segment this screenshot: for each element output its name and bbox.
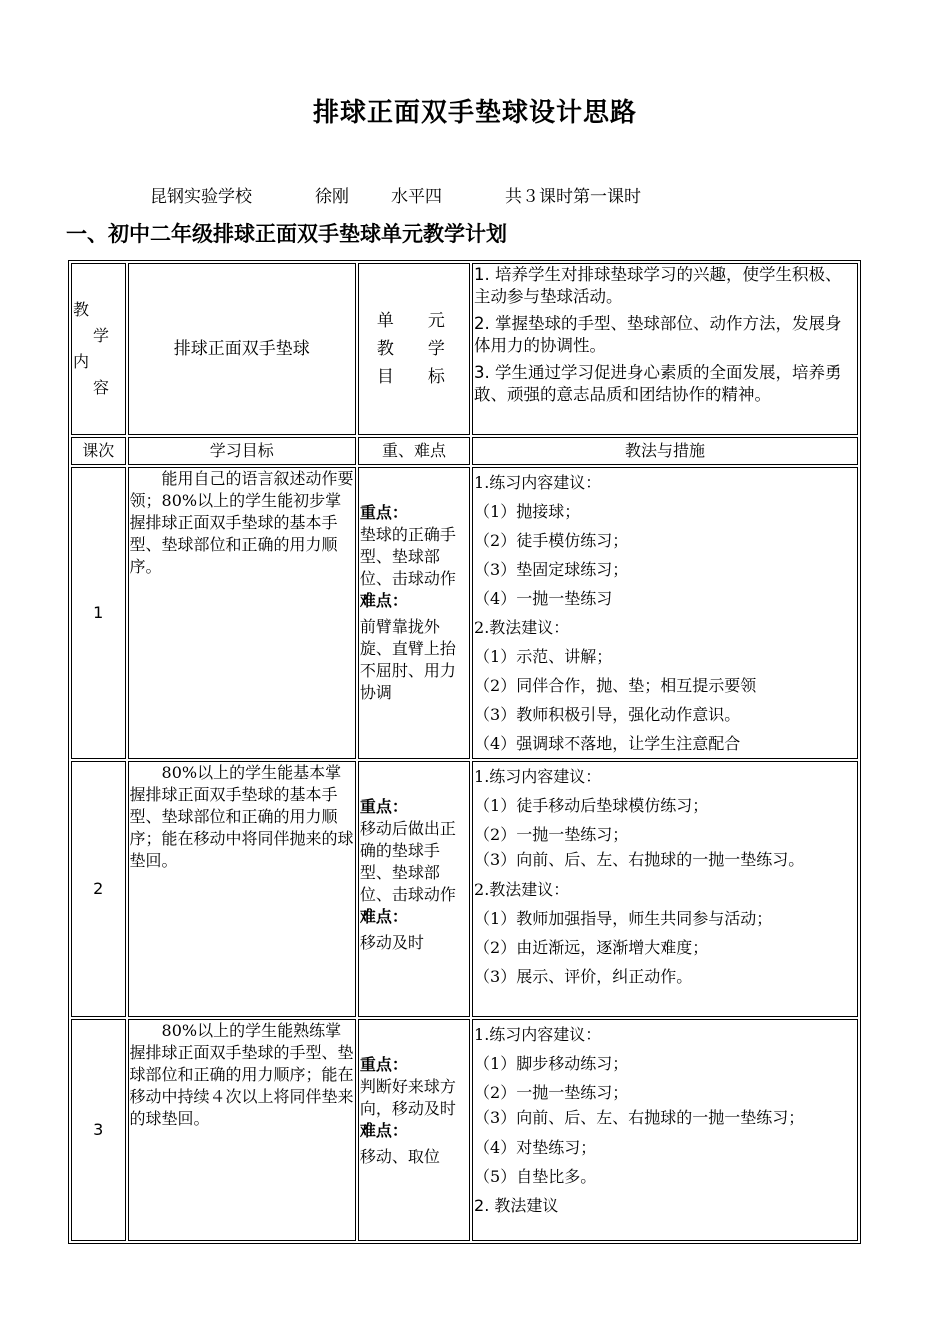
method-item: 2.教法建议： bbox=[474, 880, 570, 899]
header-lesson: 课次 bbox=[71, 437, 126, 465]
method-item: （4）一抛一垫练习 bbox=[474, 589, 613, 608]
header-key-difficulty: 重、难点 bbox=[358, 437, 470, 465]
table-row-unit bbox=[71, 263, 858, 435]
label-char: 容 bbox=[93, 378, 110, 397]
label-char: 内 bbox=[73, 352, 90, 371]
unit-goal-item: 1. 培养学生对排球垫球学习的兴趣，使学生积极、主动参与垫球活动。 bbox=[474, 265, 842, 306]
label-char: 学 bbox=[93, 326, 110, 345]
unit-goal-item: 3. 学生通过学习促进身心素质的全面发展，培养勇敢、顽强的意志品质和团结协作的精神。 bbox=[474, 363, 842, 404]
lesson-number: 1 bbox=[71, 467, 126, 759]
method-item: （2）由近渐远，逐渐增大难度； bbox=[474, 938, 709, 957]
lesson-number: 3 bbox=[71, 1019, 126, 1241]
meta-school: 昆钢实验学校 bbox=[150, 187, 252, 207]
method-item: 1.练习内容建议： bbox=[474, 1025, 602, 1044]
difficulty-text: 前臂靠拢外旋、直臂上抬不屈肘、用力协调 bbox=[359, 617, 456, 702]
method-item: （3）向前、后、左、右抛球的一抛一垫练习。 bbox=[474, 850, 805, 869]
method-item: （2）一抛一垫练习； bbox=[474, 1083, 629, 1102]
table-row-lesson-2 bbox=[71, 761, 858, 1017]
lesson-goal: 80%以上的学生能熟练掌握排球正面双手垫球的手型、垫球部位和正确的用力顺序；能在移动中持续４次以上将同伴垫来的球垫回。 bbox=[128, 1019, 356, 1241]
label-line: 单 元 bbox=[376, 311, 445, 331]
difficulty-text: 移动及时 bbox=[359, 933, 424, 952]
lesson-goal: 80%以上的学生能基本掌握排球正面双手垫球的基本手型、垫球部位和正确的用力顺序；能在移动中将同伴抛来的球垫回。 bbox=[128, 761, 356, 1017]
method-item: （3）展示、评价，纠正动作。 bbox=[474, 967, 693, 986]
lesson-key-difficulty bbox=[358, 1019, 470, 1241]
label-line: 目 标 bbox=[376, 367, 445, 387]
method-item: （2）徒手模仿练习； bbox=[474, 531, 629, 550]
lesson-number: 2 bbox=[71, 761, 126, 1017]
method-item: （4）强调球不落地，让学生注意配合 bbox=[474, 734, 741, 753]
lesson-goal: 能用自己的语言叙述动作要领；80%以上的学生能初步掌握排球正面双手垫球的基本手型、垫球部位和正确的用力顺序。 bbox=[128, 467, 356, 759]
lesson-key-difficulty bbox=[358, 761, 470, 1017]
unit-goal-item: 2. 掌握垫球的手型、垫球部位、动作方法，发展身体用力的协调性。 bbox=[474, 314, 842, 355]
difficulty-label: 难点： bbox=[359, 591, 408, 610]
teaching-content-label bbox=[71, 263, 126, 435]
section-heading: 一、初中二年级排球正面双手垫球单元教学计划 bbox=[66, 222, 507, 246]
difficulty-text: 移动、取位 bbox=[359, 1147, 440, 1166]
label-char: 教 bbox=[73, 300, 90, 319]
table-row-lesson-3 bbox=[71, 1019, 858, 1241]
key-text: 判断好来球方向，移动及时 bbox=[359, 1077, 456, 1118]
label-line: 教 学 bbox=[376, 339, 445, 359]
method-item: 2. 教法建议 bbox=[474, 1196, 559, 1215]
document-title: 排球正面双手垫球设计思路 bbox=[312, 98, 637, 128]
method-item: （2）一抛一垫练习； bbox=[474, 825, 629, 844]
header-goal: 学习目标 bbox=[128, 437, 356, 465]
key-label: 重点： bbox=[359, 797, 408, 816]
method-item: （1）教师加强指导，师生共同参与活动； bbox=[474, 909, 773, 928]
header-methods: 教法与措施 bbox=[472, 437, 858, 465]
key-label: 重点： bbox=[359, 503, 408, 522]
method-item: （3）垫固定球练习； bbox=[474, 560, 629, 579]
method-item: （1）脚步移动练习； bbox=[474, 1054, 629, 1073]
method-item: （3）教师积极引导，强化动作意识。 bbox=[474, 705, 741, 724]
unit-plan-table bbox=[68, 260, 861, 1244]
method-item: （1）示范、讲解； bbox=[474, 647, 613, 666]
key-text: 垫球的正确手型、垫球部位、击球动作 bbox=[359, 525, 456, 588]
teaching-content: 排球正面双手垫球 bbox=[128, 263, 356, 435]
method-item: （1）抛接球； bbox=[474, 502, 581, 521]
method-item: （4）对垫练习； bbox=[474, 1138, 597, 1157]
lesson-methods bbox=[472, 1019, 858, 1241]
method-item: 1.练习内容建议： bbox=[474, 473, 602, 492]
method-item: （2）同伴合作，抛、垫；相互提示要领 bbox=[474, 676, 757, 695]
method-item: （5）自垫比多。 bbox=[474, 1167, 597, 1186]
method-item: （3）向前、后、左、右抛球的一抛一垫练习； bbox=[474, 1108, 805, 1127]
table-row-lesson-1 bbox=[71, 467, 858, 759]
key-text: 移动后做出正确的垫球手型、垫球部位、击球动作 bbox=[359, 819, 456, 904]
difficulty-label: 难点： bbox=[359, 907, 408, 926]
meta-level: 水平四 bbox=[391, 187, 442, 207]
unit-goal-label bbox=[358, 263, 470, 435]
table-header-row bbox=[71, 437, 858, 465]
method-item: 2.教法建议： bbox=[474, 618, 570, 637]
unit-goals bbox=[472, 263, 858, 435]
lesson-methods bbox=[472, 467, 858, 759]
meta-lessons: 共３课时第一课时 bbox=[505, 187, 641, 207]
lesson-methods bbox=[472, 761, 858, 1017]
lesson-key-difficulty bbox=[358, 467, 470, 759]
difficulty-label: 难点： bbox=[359, 1121, 408, 1140]
method-item: （1）徒手移动后垫球模仿练习； bbox=[474, 796, 709, 815]
method-item: 1.练习内容建议： bbox=[474, 767, 602, 786]
meta-teacher: 徐刚 bbox=[315, 187, 349, 207]
key-label: 重点： bbox=[359, 1055, 408, 1074]
